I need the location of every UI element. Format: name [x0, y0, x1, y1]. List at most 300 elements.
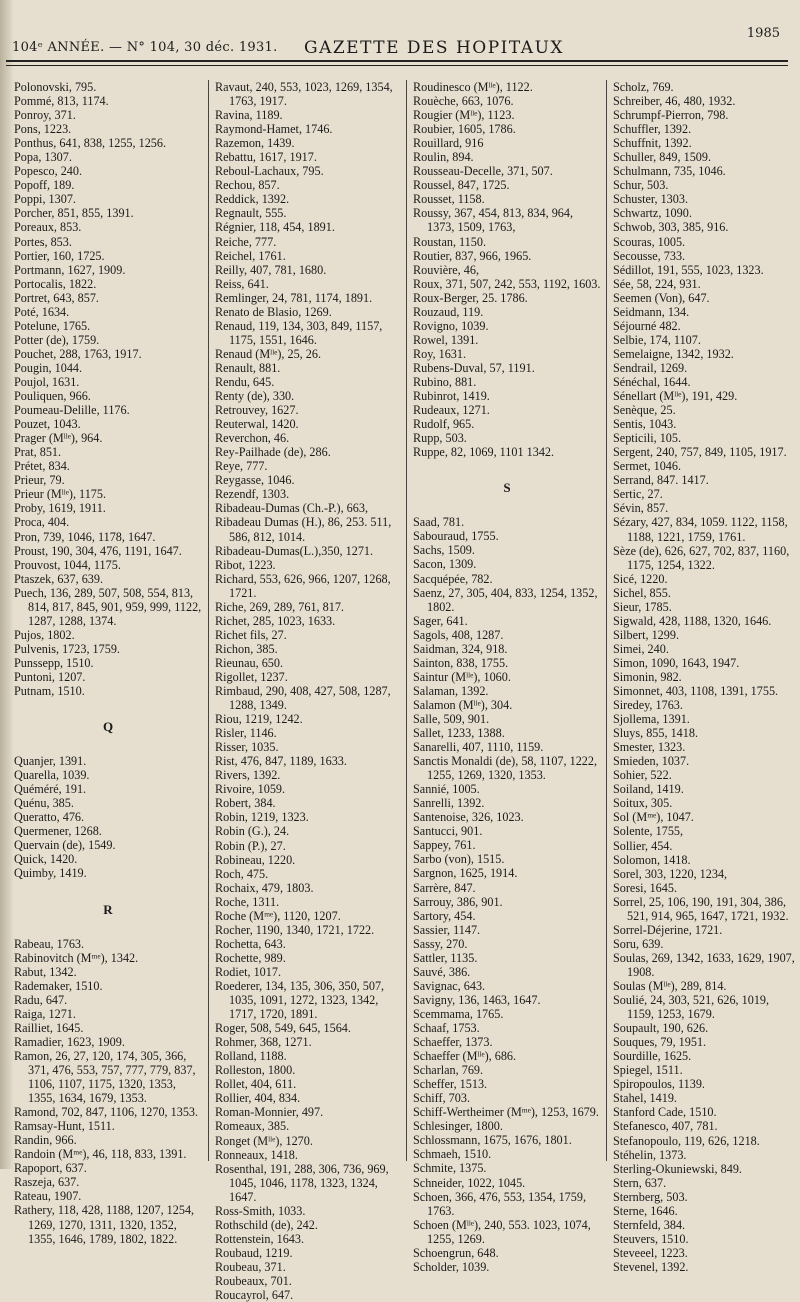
index-entry: Sallet, 1233, 1388. [413, 726, 505, 741]
index-entry: Rezendf, 1303. [215, 487, 290, 502]
index-entry: Richard, 553, 626, 966, 1207, 1268, 1721. [215, 571, 391, 600]
index-entry: Schoen (Mˡˡᵉ), 240, 553. 1023, 1074, 1255, 1269. [413, 1217, 591, 1246]
index-entry: Rivoire, 1059. [215, 782, 286, 797]
index-entry: Raiga, 1271. [14, 1006, 76, 1021]
index-entry: Simonnet, 403, 1108, 1391, 1755. [613, 684, 779, 699]
index-entry: Simei, 240. [613, 641, 669, 656]
index-entry: Quick, 1420. [14, 852, 78, 867]
index-entry: Robin (P.), 27. [215, 838, 286, 853]
index-entry: Raszeja, 637. [14, 1175, 80, 1190]
index-entry: Putnam, 1510. [14, 684, 85, 699]
index-entry: Sourdille, 1625. [613, 1049, 692, 1064]
index-entry: Prager (Mˡˡᵉ), 964. [14, 431, 103, 446]
index-entry: Quimby, 1419. [14, 866, 87, 881]
index-entry: Polonovski, 795. [14, 80, 97, 94]
index-entry: Radu, 647. [14, 992, 68, 1007]
index-entry: Risler, 1146. [215, 726, 277, 741]
index-entry: Schulmann, 735, 1046. [613, 164, 726, 179]
index-entry: Rubinrot, 1419. [413, 389, 490, 404]
index-entry: Sédillot, 191, 555, 1023, 1323. [613, 262, 764, 277]
index-entry: Roux-Berger, 25. 1786. [413, 290, 528, 305]
index-entry: Sterling-Okuniewski, 849. [613, 1161, 742, 1176]
index-entry: Soulié, 24, 303, 521, 626, 1019, 1159, 1253, 1679. [613, 993, 770, 1022]
index-entry: Schoengrun, 648. [413, 1245, 499, 1260]
index-entry: Routier, 837, 966, 1965. [413, 248, 532, 263]
index-entry: Sorrel-Déjerine, 1721. [613, 922, 723, 937]
index-entry: Schlossmann, 1675, 1676, 1801. [413, 1133, 572, 1148]
index-entry: Ponroy, 371. [14, 108, 76, 123]
index-entry: Rathery, 118, 428, 1188, 1207, 1254, 1269, 1270, 1311, 1320, 1352, 1355, 1646, 1789, 1802, 1822. [14, 1203, 195, 1246]
index-entry: Ramon, 26, 27, 120, 174, 305, 366, 371, 476, 553, 757, 777, 779, 837, 1106, 1107, 1175, 1320, 1353, 1355, 1634, 1679, 1353. [14, 1048, 196, 1106]
index-entry: Riou, 1219, 1242. [215, 712, 303, 727]
index-entry: Prieur, 79. [14, 473, 65, 488]
index-entry: Roubeau, 371. [215, 1259, 286, 1274]
index-entry: Sabouraud, 1755. [413, 529, 499, 544]
index-entry: Sarbo (von), 1515. [413, 852, 505, 867]
index-entry: Rohmer, 368, 1271. [215, 1035, 312, 1050]
index-entry: Soulas (Mˡˡᵉ), 289, 814. [613, 979, 727, 993]
index-entry: Portier, 160, 1725. [14, 248, 105, 263]
index-entry: Richon, 385. [215, 641, 278, 656]
index-entry: Rudolf, 965. [413, 417, 475, 432]
index-entry: Punssepp, 1510. [14, 655, 94, 670]
index-entry: Schiff-Wertheimer (Mᵐᵉ), 1253, 1679. [413, 1105, 599, 1120]
index-entry: Spiropoulos, 1139. [613, 1077, 705, 1092]
index-entry: Ramond, 702, 847, 1106, 1270, 1353. [14, 1105, 199, 1120]
index-entry: Schwob, 303, 385, 916. [613, 220, 729, 235]
index-entry: Renault, 881. [215, 360, 281, 375]
index-entry: Sèze (de), 626, 627, 702, 837, 1160, 1175, 1254, 1322. [613, 543, 790, 572]
index-entry: Roudinesco (Mˡˡᵉ), 1122. [413, 80, 533, 94]
index-entry: Stéhelin, 1373. [613, 1147, 687, 1162]
index-entry: Rechou, 857. [215, 178, 280, 193]
index-entry: Roulin, 894. [413, 150, 474, 165]
index-entry: Sanctis Monaldi (de), 58, 1107, 1222, 1255, 1269, 1320, 1353. [413, 754, 598, 783]
index-entry: Rouillard, 916 [413, 136, 484, 151]
index-entry: Remlinger, 24, 781, 1174, 1891. [215, 290, 373, 305]
index-entry: Poumeau-Delille, 1176. [14, 403, 130, 418]
index-entry: Rateau, 1907. [14, 1189, 82, 1204]
index-entry: Reboul-Lachaux, 795. [215, 164, 324, 179]
index-entry: Secousse, 733. [613, 248, 686, 263]
index-entry: Poreaux, 853. [14, 220, 82, 235]
index-entry: Porcher, 851, 855, 1391. [14, 206, 134, 221]
index-entry: Rivers, 1392. [215, 768, 281, 783]
index-entry: Queratto, 476. [14, 810, 85, 825]
index-entry: Schneider, 1022, 1045. [413, 1175, 526, 1190]
index-entry: Reverchon, 46. [215, 431, 290, 446]
index-entry: Rubino, 881. [413, 374, 477, 389]
index-entry: Scholder, 1039. [413, 1259, 490, 1274]
index-entry: Proby, 1619, 1911. [14, 501, 106, 516]
index-entry: Sappey, 761. [413, 838, 476, 853]
index-entry: Schaeffer (Mˡˡᵉ), 686. [413, 1049, 517, 1064]
index-entry: Renty (de), 330. [215, 389, 295, 404]
index-entry: Potter (de), 1759. [14, 332, 100, 347]
index-entry: Steveeel, 1223. [613, 1245, 688, 1260]
index-entry: Rey-Pailhade (de), 286. [215, 445, 331, 460]
index-entry: Soresi, 1645. [613, 880, 677, 895]
index-entry: Ribadeau-Dumas (Ch.-P.), 663, [215, 501, 368, 516]
index-entry: Sanarelli, 407, 1110, 1159. [413, 740, 544, 755]
index-entry: Semelaigne, 1342, 1932. [613, 346, 734, 361]
index-entry: Sénéchal, 1644. [613, 374, 691, 389]
index-entry: Sorrel, 25, 106, 190, 191, 304, 386, 521, 914, 965, 1647, 1721, 1932. [613, 894, 789, 923]
index-entry: Siredey, 1763. [613, 698, 683, 713]
index-entry: Schreiber, 46, 480, 1932. [613, 94, 736, 109]
section-letter: S [503, 480, 511, 496]
index-column-3 [406, 80, 601, 1274]
index-entry: Sagols, 408, 1287. [413, 627, 504, 642]
index-entry: Ptaszek, 637, 639. [14, 571, 104, 586]
index-entry: Sénellart (Mˡˡᵉ), 191, 429. [613, 389, 738, 404]
index-entry: Sichel, 855. [613, 585, 671, 600]
index-entry: Sassy, 270. [413, 936, 468, 951]
index-entry: Sager, 641. [413, 613, 468, 628]
index-entry: Soupault, 190, 626. [613, 1021, 709, 1036]
section-letter: R [103, 901, 113, 917]
index-entry: Regnault, 555. [215, 206, 287, 221]
index-entry: Sarrouy, 386, 901. [413, 894, 503, 909]
index-entry: Solente, 1755, [613, 824, 684, 839]
index-entry: Schuster, 1303. [613, 192, 688, 207]
index-entry: Renaud, 119, 134, 303, 849, 1157, 1175, 1551, 1646. [215, 318, 383, 347]
index-entry: Sentis, 1043. [613, 417, 677, 432]
index-entry: Spiegel, 1511. [613, 1063, 683, 1078]
index-entry: Senèque, 25. [613, 403, 676, 418]
index-entry: Scheffer, 1513. [413, 1077, 488, 1092]
index-entry: Poté, 1634. [14, 304, 70, 319]
index-entry: Saintur (Mˡˡᵉ), 1060. [413, 669, 511, 684]
index-entry: Robin, 1219, 1323. [215, 810, 309, 825]
index-entry: Roche (Mᵐᵉ), 1120, 1207. [215, 908, 341, 923]
index-entry: Richet fils, 27. [215, 627, 287, 642]
index-entry: Stanford Cade, 1510. [613, 1105, 717, 1120]
index-entry: Saad, 781. [413, 515, 465, 530]
index-entry: Pouzet, 1043. [14, 417, 81, 432]
index-entry: Schuffler, 1392. [613, 122, 692, 137]
index-entry: Rottenstein, 1643. [215, 1231, 305, 1246]
index-entry: Scouras, 1005. [613, 234, 686, 249]
index-entry: Prat, 851. [14, 445, 62, 460]
index-entry: Ronget (Mˡˡᵉ), 1270. [215, 1133, 313, 1148]
index-entry: Schlesinger, 1800. [413, 1119, 503, 1134]
index-entry: Puntoni, 1207. [14, 669, 86, 684]
index-entry: Sjollema, 1391. [613, 712, 690, 727]
index-entry: Ribadeau-Dumas(L.),350, 1271. [215, 543, 374, 558]
index-entry: Sol (Mᵐᵉ), 1047. [613, 810, 694, 825]
index-entry: Salamon (Mˡˡᵉ), 304. [413, 697, 513, 712]
index-entry: Rouvière, 46, [413, 262, 480, 277]
index-entry: Rendu, 645. [215, 374, 275, 389]
index-entry: Retrouvey, 1627. [215, 403, 299, 418]
index-entry: Solomon, 1418. [613, 852, 691, 867]
index-entry: Régnier, 118, 454, 1891. [215, 220, 335, 235]
index-entry: Poujol, 1631. [14, 374, 80, 389]
index-entry: Rapoport, 637. [14, 1161, 87, 1176]
index-entry: Schmite, 1375. [413, 1161, 487, 1176]
index-entry: Roussel, 847, 1725. [413, 178, 510, 193]
index-entry: Santenoise, 326, 1023. [413, 810, 524, 825]
index-entry: Rochetta, 643. [215, 936, 286, 951]
index-entry: Sermet, 1046. [613, 459, 682, 474]
index-entry: Puech, 136, 289, 507, 508, 554, 813, 814, 817, 845, 901, 959, 999, 1122, 1287, 1288, 1374. [14, 585, 202, 628]
index-entry: Richet, 285, 1023, 1633. [215, 613, 336, 628]
index-entry: Sterne, 1646. [613, 1203, 678, 1218]
index-entry: Rabeau, 1763. [14, 936, 85, 951]
index-entry: Rupp, 503. [413, 431, 467, 446]
index-entry: Ribadeau Dumas (H.), 86, 253. 511, 586, 812, 1014. [215, 515, 392, 544]
index-entry: Steuvers, 1510. [613, 1231, 689, 1246]
index-entry: Ramsay-Hunt, 1511. [14, 1119, 115, 1134]
index-entry: Robert, 384. [215, 796, 276, 811]
index-entry: Risser, 1035. [215, 740, 279, 755]
index-entry: Randoin (Mᵐᵉ), 46, 118, 833, 1391. [14, 1147, 187, 1162]
index-entry: Reygasse, 1046. [215, 473, 295, 488]
index-entry: Sauvé, 386. [413, 964, 471, 979]
index-entry: Rousset, 1158. [413, 192, 485, 207]
index-entry: Pulvenis, 1723, 1759. [14, 641, 120, 656]
index-entry: Schiff, 703. [413, 1091, 470, 1106]
index-entry: Proca, 404. [14, 515, 70, 530]
index-entry: Roubaud, 1219. [215, 1245, 293, 1260]
index-entry: Roustan, 1150. [413, 234, 487, 249]
index-entry: Rochette, 989. [215, 950, 286, 965]
index-entry: Savignac, 643. [413, 978, 486, 993]
header-rule-thin [6, 65, 788, 66]
index-entry: Portes, 853. [14, 234, 72, 249]
index-entry: Rouèche, 663, 1076. [413, 94, 514, 109]
index-entry: Reuterwal, 1420. [215, 417, 299, 432]
index-entry: Rollet, 404, 611. [215, 1077, 297, 1092]
index-entry: Ronneaux, 1418. [215, 1147, 298, 1162]
index-entry: Schwartz, 1090. [613, 206, 692, 221]
index-entry: Stefanesco, 407, 781. [613, 1119, 718, 1134]
index-entry: Simonin, 982. [613, 669, 682, 684]
index-entry: Schur, 503. [613, 178, 669, 193]
index-entry: Rolland, 1188. [215, 1049, 287, 1064]
index-entry: Sézary, 427, 834, 1059. 1122, 1158, 1188, 1221, 1759, 1761. [613, 515, 788, 544]
index-entry: Popesco, 240. [14, 164, 83, 179]
index-entry: Saidman, 324, 918. [413, 641, 508, 656]
index-entry: Séjourné 482. [613, 318, 681, 333]
index-entry: Sartory, 454. [413, 908, 476, 923]
index-entry: Sassier, 1147. [413, 922, 481, 937]
index-entry: Ribot, 1223. [215, 557, 276, 572]
index-entry: Sohier, 522. [613, 768, 672, 783]
index-entry: Reddick, 1392. [215, 192, 290, 207]
index-entry: Saenz, 27, 305, 404, 833, 1254, 1352, 1802. [413, 585, 598, 614]
index-entry: Proust, 190, 304, 476, 1191, 1647. [14, 543, 182, 558]
index-entry: Souques, 79, 1951. [613, 1035, 707, 1050]
index-entry: Rocher, 1190, 1340, 1721, 1722. [215, 922, 375, 937]
index-entry: Stevenel, 1392. [613, 1259, 689, 1274]
index-entry: Roubier, 1605, 1786. [413, 122, 516, 137]
index-entry: Scholz, 769. [613, 80, 674, 94]
index-entry: Sternfeld, 384. [613, 1217, 686, 1232]
index-entry: Roy, 1631. [413, 346, 467, 361]
index-entry: Roman-Monnier, 497. [215, 1105, 324, 1120]
index-entry: Sachs, 1509. [413, 543, 475, 558]
index-entry: Schuffnit, 1392. [613, 136, 692, 151]
index-entry: Seidmann, 134. [613, 304, 690, 319]
index-entry: Popa, 1307. [14, 150, 72, 165]
index-entry: Ponthus, 641, 838, 1255, 1256. [14, 136, 167, 151]
header-rule-thick [6, 60, 788, 62]
index-entry: Portret, 643, 857. [14, 290, 99, 305]
index-entry: Roger, 508, 549, 645, 1564. [215, 1021, 351, 1036]
index-entry: Schuller, 849, 1509. [613, 150, 712, 165]
index-entry: Stefanopoulo, 119, 626, 1218. [613, 1133, 760, 1148]
index-entry: Rowel, 1391. [413, 332, 479, 347]
index-entry: Roch, 475. [215, 866, 269, 881]
index-entry: Rebattu, 1617, 1917. [215, 150, 317, 165]
index-entry: Rubens-Duval, 57, 1191. [413, 360, 535, 375]
issue-info: 104ᵉ ANNÉE. — N° 104, 30 déc. 1931. [12, 40, 278, 55]
index-entry: Rimbaud, 290, 408, 427, 508, 1287, 1288, 1349. [215, 684, 391, 713]
index-entry: Rovigno, 1039. [413, 318, 489, 333]
index-entry: Rollier, 404, 834. [215, 1091, 301, 1106]
index-entry: Sigwald, 428, 1188, 1320, 1646. [613, 613, 772, 628]
index-entry: Sergent, 240, 757, 849, 1105, 1917. [613, 445, 787, 460]
index-entry: Pougin, 1044. [14, 360, 83, 375]
index-entry: Roucayrol, 647. [215, 1288, 294, 1302]
index-entry: Soiland, 1419. [613, 782, 684, 797]
index-column-4 [606, 80, 797, 1274]
index-entry: Soitux, 305. [613, 796, 673, 811]
index-entry: Reiss, 641. [215, 276, 269, 291]
index-entry: Soulas, 269, 1342, 1633, 1629, 1907, 1908. [613, 950, 795, 979]
index-entry: Sieur, 1785. [613, 599, 672, 614]
index-entry: Rist, 476, 847, 1189, 1633. [215, 754, 347, 769]
index-entry: Sévin, 857. [613, 501, 669, 516]
index-entry: Selbie, 174, 1107. [613, 332, 701, 347]
index-entry: Sattler, 1135. [413, 950, 478, 965]
index-entry: Ruppe, 82, 1069, 1101 1342. [413, 445, 555, 460]
index-entry: Reilly, 407, 781, 1680. [215, 262, 327, 277]
index-entry: Reiche, 777. [215, 234, 277, 249]
index-entry: Ross-Smith, 1033. [215, 1203, 306, 1218]
index-entry: Sacon, 1309. [413, 557, 477, 572]
index-column-2 [208, 80, 403, 1302]
index-entry: Soru, 639. [613, 936, 664, 951]
index-entry: Sendrail, 1269. [613, 360, 688, 375]
index-entry: Ravina, 1189. [215, 108, 283, 123]
index-entry: Renaud (Mˡˡᵉ), 25, 26. [215, 346, 322, 361]
index-entry: Reye, 777. [215, 459, 268, 474]
index-entry: Quermener, 1268. [14, 824, 102, 839]
index-entry: Schmaeh, 1510. [413, 1147, 492, 1162]
index-entry: Rosenthal, 191, 288, 306, 736, 969, 1045, 1046, 1178, 1323, 1324, 1647. [215, 1161, 389, 1204]
index-entry: Poppi, 1307. [14, 192, 76, 207]
index-entry: Rabinovitch (Mᵐᵉ), 1342. [14, 950, 139, 965]
index-entry: Schaeffer, 1373. [413, 1035, 493, 1050]
index-entry: Pouliquen, 966. [14, 389, 91, 404]
page-number: 1985 [746, 26, 780, 41]
index-entry: Rochaix, 479, 1803. [215, 880, 314, 895]
index-entry: Rousseau-Decelle, 371, 507. [413, 164, 553, 179]
index-entry: Scharlan, 769. [413, 1063, 484, 1078]
index-entry: Sanrelli, 1392. [413, 796, 485, 811]
index-columns [10, 80, 798, 1302]
index-entry: Pron, 739, 1046, 1178, 1647. [14, 529, 156, 544]
index-entry: Portmann, 1627, 1909. [14, 262, 126, 277]
index-entry: Robin (G.), 24. [215, 824, 290, 839]
index-entry: Santucci, 901. [413, 824, 483, 839]
index-entry: Pujos, 1802. [14, 627, 75, 642]
index-entry: Popoff, 189. [14, 178, 75, 193]
index-entry: Scemmama, 1765. [413, 1006, 504, 1021]
index-entry: Prétet, 834. [14, 459, 70, 474]
index-entry: Roussy, 367, 454, 813, 834, 964, 1373, 1509, 1763, [413, 206, 574, 235]
index-entry: Sorel, 303, 1220, 1234, [613, 866, 728, 881]
index-entry: Quénu, 385. [14, 796, 74, 811]
index-entry: Prouvost, 1044, 1175. [14, 557, 121, 572]
index-entry: Sannié, 1005. [413, 782, 480, 797]
index-entry: Sicé, 1220. [613, 571, 668, 586]
index-entry: Seemen (Von), 647. [613, 290, 710, 305]
index-entry: Sacquépée, 782. [413, 571, 493, 586]
index-entry: Portocalis, 1822. [14, 276, 97, 291]
index-entry: Rieunau, 650. [215, 655, 284, 670]
page-header [4, 20, 790, 62]
index-entry: Sée, 58, 224, 931. [613, 276, 701, 291]
index-entry: Smieden, 1037. [613, 754, 690, 769]
index-entry: Pommé, 813, 1174. [14, 94, 109, 109]
index-entry: Quarella, 1039. [14, 768, 90, 783]
index-entry: Smester, 1323. [613, 740, 686, 755]
index-entry: Razemon, 1439. [215, 136, 295, 151]
index-entry: Simon, 1090, 1643, 1947. [613, 655, 740, 670]
index-entry: Pouchet, 288, 1763, 1917. [14, 346, 142, 361]
index-entry: Rodiet, 1017. [215, 964, 282, 979]
index-entry: Sertic, 27. [613, 487, 663, 502]
index-entry: Rougier (Mˡˡᵉ), 1123. [413, 108, 515, 123]
index-entry: Roederer, 134, 135, 306, 350, 507, 1035, 1091, 1272, 1323, 1342, 1717, 1720, 1891. [215, 979, 385, 1022]
index-entry: Stern, 637. [613, 1175, 667, 1190]
index-column-1 [14, 80, 202, 1246]
index-entry: Renato de Blasio, 1269. [215, 304, 332, 319]
index-entry: Savigny, 136, 1463, 1647. [413, 992, 541, 1007]
index-entry: Stahel, 1419. [613, 1091, 677, 1106]
index-entry: Rothschild (de), 242. [215, 1217, 318, 1232]
index-entry: Rouzaud, 119. [413, 304, 484, 319]
index-entry: Rigollet, 1237. [215, 669, 288, 684]
index-entry: Sternberg, 503. [613, 1189, 688, 1204]
index-entry: Rademaker, 1510. [14, 978, 103, 993]
index-entry: Sarrère, 847. [413, 880, 476, 895]
index-entry: Riche, 269, 289, 761, 817. [215, 599, 344, 614]
index-entry: Schrumpf-Pierron, 798. [613, 108, 729, 123]
index-entry: Septicili, 105. [613, 431, 682, 446]
index-entry: Roubeaux, 701. [215, 1273, 292, 1288]
index-entry: Pons, 1223. [14, 122, 72, 137]
index-entry: Ramadier, 1623, 1909. [14, 1034, 125, 1049]
index-entry: Roux, 371, 507, 242, 553, 1192, 1603. [413, 276, 601, 291]
index-entry: Sluys, 855, 1418. [613, 726, 698, 741]
index-entry: Romeaux, 385. [215, 1119, 290, 1134]
index-entry: Schaaf, 1753. [413, 1021, 480, 1035]
index-entry: Raymond-Hamet, 1746. [215, 122, 333, 137]
index-entry: Sollier, 454. [613, 838, 673, 853]
index-entry: Randin, 966. [14, 1133, 77, 1148]
index-entry: Ravaut, 240, 553, 1023, 1269, 1354, 1763, 1917. [215, 80, 393, 109]
index-entry: Railliet, 1645. [14, 1020, 84, 1035]
index-entry: Quanjer, 1391. [14, 754, 87, 769]
index-entry: Rolleston, 1800. [215, 1063, 296, 1078]
index-entry: Rudeaux, 1271. [413, 403, 490, 418]
index-entry: Salle, 509, 901. [413, 711, 490, 726]
